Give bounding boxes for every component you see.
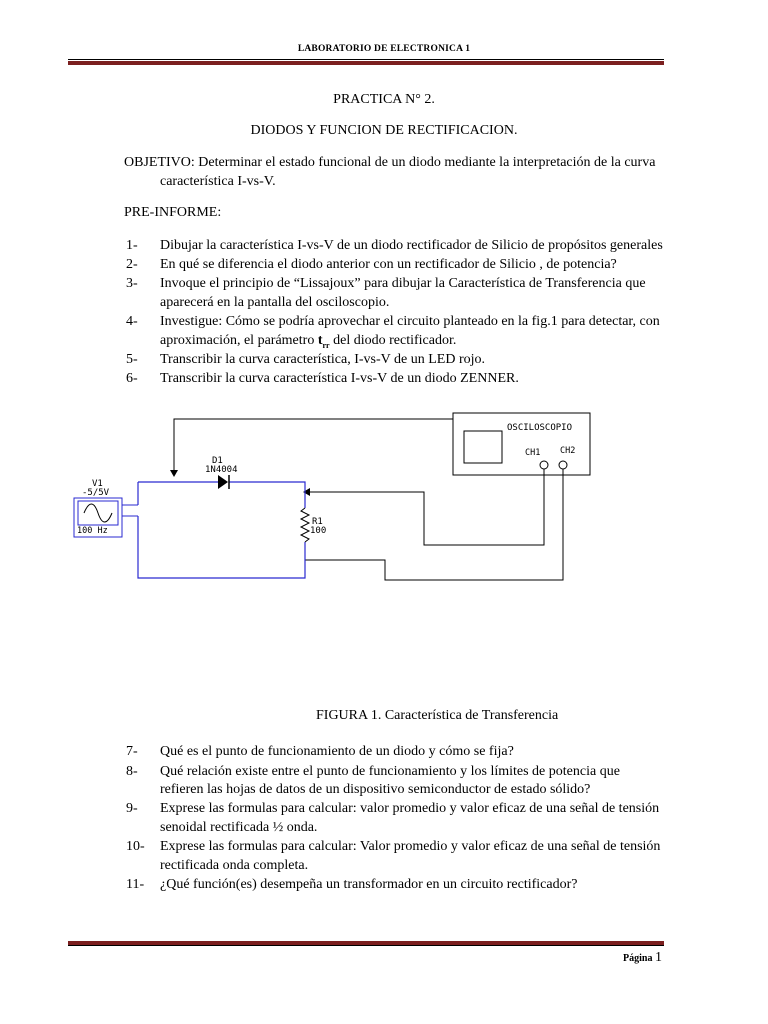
objective-text-1: Determinar el estado funcional de un diodo mediante la interpretación de la curva <box>194 155 656 170</box>
circuit-wiring <box>138 482 305 578</box>
item-number: 6- <box>126 371 138 386</box>
item-text: Dibujar la característica I-vs-V de un diodo rectificador de Silicio de propósitos generales <box>160 238 663 253</box>
probe-wire-ch2 <box>305 469 563 580</box>
item-text: ¿Qué función(es) desempeña un transformador en un circuito rectificador? <box>160 877 578 892</box>
item-number: 4- <box>126 314 138 329</box>
item-number: 8- <box>126 764 138 779</box>
item-number: 5- <box>126 352 138 367</box>
item-text: Qué es el punto de funcionamiento de un diodo y cómo se fija? <box>160 744 514 759</box>
item-text: En qué se diferencia el diodo anterior con un rectificador de Silicio , de potencia? <box>160 257 617 272</box>
resistor-ref: R1 <box>312 517 323 527</box>
probe-arrow-ch1 <box>303 488 310 496</box>
item-text: Qué relación existe entre el punto de funcionamiento y los límites de potencia que <box>160 764 620 779</box>
item-number: 9- <box>126 801 138 816</box>
param-subscript: rr <box>322 340 330 350</box>
objective-line-2: característica I-vs-V. <box>160 174 276 189</box>
oscilloscope-screen <box>464 431 502 463</box>
item-text: Exprese las formulas para calcular: Valor promedio y valor eficaz de una señal de tensión <box>160 839 661 854</box>
item-text-part: del diodo rectificador. <box>329 333 457 348</box>
item-text: Transcribir la curva característica, I-vs-V de un LED rojo. <box>160 352 485 367</box>
practice-title: PRACTICA N° 2. <box>333 92 435 107</box>
item-number: 10- <box>126 839 145 854</box>
item-text: Exprese las formulas para calcular: valor promedio y valor eficaz de una señal de tensión <box>160 801 660 816</box>
item-number: 1- <box>126 238 138 253</box>
diode-ref: D1 <box>212 456 223 466</box>
preinforme-label: PRE-INFORME: <box>124 205 222 220</box>
item-text-continued: rectificada onda completa. <box>160 858 309 873</box>
diode-part: 1N4004 <box>205 465 238 475</box>
item-text-continued: senoidal rectificada ½ onda. <box>160 820 318 835</box>
item-text: Transcribir la curva característica I-vs-V de un diodo ZENNER. <box>160 371 519 386</box>
ch2-label: CH2 <box>560 446 576 456</box>
item-text: Invoque el principio de “Lissajoux” para dibujar la Característica de Transferencia que <box>160 276 646 291</box>
footer-rule <box>68 940 664 946</box>
ch1-terminal <box>540 461 548 469</box>
source-freq: 100 Hz <box>77 526 108 536</box>
item-number: 11- <box>126 877 145 892</box>
diode-symbol <box>218 475 228 489</box>
objective-label: OBJETIVO: <box>124 155 195 170</box>
page-number: 1 <box>655 950 662 965</box>
oscilloscope-label: OSCILOSCOPIO <box>507 423 573 433</box>
source-value: -5/5V <box>82 488 110 498</box>
sine-wave-icon <box>84 504 112 522</box>
ch1-label: CH1 <box>525 448 541 458</box>
source-ref: V1 <box>92 479 103 489</box>
item-text-continued: aparecerá en la pantalla del osciloscopio. <box>160 295 390 310</box>
footer-label: Página <box>623 953 653 964</box>
probe-wire-ch1 <box>310 469 544 545</box>
page-footer <box>623 950 662 966</box>
resistor-value: 100 <box>310 526 327 536</box>
item-text-continued: refieren las hojas de datos de un dispositivo semiconductor de estado sólido? <box>160 782 591 797</box>
item-text-part: aproximación, el parámetro <box>160 333 318 348</box>
running-header: LABORATORIO DE ELECTRONICA 1 <box>297 44 471 54</box>
item-text: Investigue: Cómo se podría aprovechar el circuito planteado en la fig.1 para detectar, con <box>160 314 660 329</box>
param-symbol: t <box>317 333 323 348</box>
ch2-terminal <box>559 461 567 469</box>
probe-arrow-x <box>170 470 178 477</box>
item-number: 3- <box>126 276 138 291</box>
item-number: 7- <box>126 744 138 759</box>
item-number: 2- <box>126 257 138 272</box>
figure-caption: FIGURA 1. Característica de Transferencia <box>316 708 559 723</box>
practice-subtitle: DIODOS Y FUNCION DE RECTIFICACION. <box>250 123 518 138</box>
resistor-symbol <box>301 508 309 542</box>
